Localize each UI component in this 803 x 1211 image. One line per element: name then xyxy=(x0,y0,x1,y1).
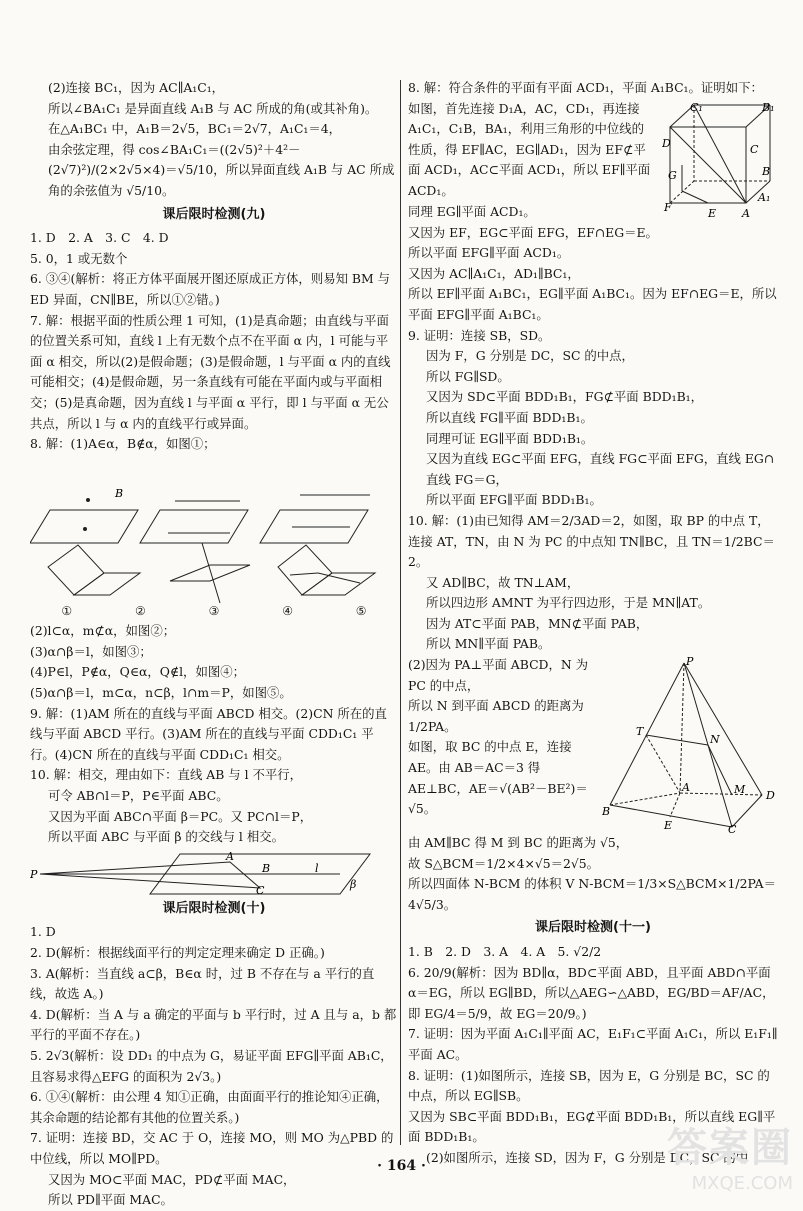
point-label: B₁ xyxy=(762,100,775,114)
hidden-edge xyxy=(680,793,762,795)
answer-line: 8. 解：(1)A∈α，B∉α，如图①； xyxy=(30,436,216,452)
answer-line: 又因为 MO⊂平面 MAC，PD⊄平面 MAC， xyxy=(48,1171,296,1187)
pyramid-edge xyxy=(610,663,684,805)
answer-line: 所以平面 EFG∥平面 BDD₁B₁。 xyxy=(426,492,602,508)
plane-shape xyxy=(30,510,138,543)
triangle-shape xyxy=(40,862,260,888)
hidden-edge xyxy=(670,793,680,817)
watermark-text: 答案圈 xyxy=(667,1125,793,1171)
point-label: E xyxy=(664,819,673,833)
answer-line: 由 AM∥BC 得 M 到 BC 的距离为 √5， xyxy=(408,835,629,851)
figure-number: ③ xyxy=(208,603,220,618)
point-dot xyxy=(84,527,87,530)
point-label: β xyxy=(350,877,357,891)
point-label: C xyxy=(750,142,759,156)
answer-line: 3. A(解析：当直线 a⊂β，B∈α 时，过 B 不存在与 a 平行的直线，故选 A。) xyxy=(30,965,375,1002)
plane-shape xyxy=(74,573,140,595)
line-shape xyxy=(202,543,220,603)
answer-line: 6. ①④(解析：由公理 4 知①正确，由面面平行的推论知④正确，其余命题的结论都有其他的位置关系。) xyxy=(30,1089,389,1125)
answer-line: 又 AD∥BC，故 TN⊥AM， xyxy=(426,574,580,590)
plane-shape xyxy=(170,565,250,581)
answer-line: 5. 0，1 或无数个 xyxy=(30,250,128,266)
section-title-10: 课后限时检测(十) xyxy=(162,900,266,916)
line-shape xyxy=(318,573,360,583)
answer-line: 1. B 2. D 3. A 4. A 5. √2/2 xyxy=(408,944,602,960)
answer-line: 如图，首先连接 D₁A，AC，CD₁，再连接 A₁C₁，C₁B，BA₁，利用三角形的中位线的性质，得 EF∥AC，EG∥AD₁，因为 EF⊄平面 ACD₁，AC⊂平面 ACD₁，所以 EF∥平面 ACD₁。 xyxy=(408,100,651,198)
point-label: F xyxy=(664,200,672,214)
point-label: P xyxy=(686,655,694,669)
point-label: T xyxy=(636,725,644,739)
answer-line: 所以四边形 AMNT 为平行四边形，于是 MN∥AT。 xyxy=(426,595,711,611)
plane-figures-diagram xyxy=(30,455,398,605)
point-dot xyxy=(87,498,90,501)
answer-line: 又因为直线 EG⊂平面 EFG，直线 FG⊂平面 EFG，直线 EG∩直线 FG＝G， xyxy=(426,451,775,487)
answer-line: 所以平面 EFG∥平面 ACD₁。 xyxy=(408,245,570,261)
answer-line: 因为 AT⊂平面 PAB，MN⊄平面 PAB， xyxy=(426,615,649,631)
answer-line: 2. D(解析：根据线面平行的判定定理来确定 D 正确。) xyxy=(30,945,325,960)
answer-line: 4. D(解析：当 A 与 a 确定的平面与 b 平行时，过 A 且与 a，b 都平行的平面不存在。) xyxy=(30,1006,397,1043)
plane-shape xyxy=(302,573,375,595)
point-label: l xyxy=(315,861,319,875)
answer-line: (5)α∩β＝l，m⊂α，n⊂β，l∩m＝P，如图⑤。 xyxy=(30,685,292,701)
page-number: · 164 · xyxy=(377,1158,426,1174)
answer-line: 所以平面 ABC 与平面 β 的交线与 l 相交。 xyxy=(48,829,284,845)
answer-line: 1. D xyxy=(30,924,56,940)
answer-line: (2)如图所示，连接 SD，因为 F，G 分别是 DC，SC 的中 xyxy=(426,1149,749,1165)
answer-line: 6. ③④(解析：将正方体平面展开图还原成正方体，则易知 BM 与 ED 异面，CN∥BE，所以①②错。) xyxy=(30,271,391,307)
line-shape xyxy=(290,573,318,575)
figure-number: ⑤ xyxy=(355,603,367,618)
answer-line: 所以直线 FG∥平面 BDD₁B₁。 xyxy=(426,409,593,425)
point-label: C xyxy=(728,823,737,834)
base-edge xyxy=(732,795,762,827)
point-label: D xyxy=(662,136,671,150)
answer-line: 6. 20/9(解析：因为 BD∥α，BD⊂平面 ABD，且平面 ABD∩平面 α＝EG，所以 EG∥BD，所以△AEG∽△ABD，EG/BD＝AF/AC，即 EG/4＝5/9，故 EG＝20/9。) xyxy=(408,964,775,1021)
answer-line: 如图，取 BC 的中点 E，连接 AE。由 AB＝AC＝3 得 AE⊥BC，AE＝√(AB²－BE²)＝√5。 xyxy=(408,739,588,817)
cube-diagram xyxy=(662,99,778,223)
point-label: G xyxy=(668,168,677,182)
figure-number-row xyxy=(30,601,398,622)
point-label: D xyxy=(766,789,775,803)
answer-line: 同理 EG∥平面 ACD₁。 xyxy=(408,203,536,219)
point-label: B xyxy=(262,861,271,875)
answer-line: 10. 解：(1)由已知得 AM＝2/3AD＝2，如图，取 BP 的中点 T，连接 AT，TN，由 N 为 PC 的中点知 TN∥BC，且 TN＝1/2BC＝2。 xyxy=(408,512,775,570)
hidden-edge xyxy=(610,793,680,805)
answer-line: (2)连接 BC₁，因为 AC∥A₁C₁， xyxy=(48,80,225,95)
answer-line: 所以 MN∥平面 PAB。 xyxy=(426,636,551,652)
left-column xyxy=(30,78,398,1211)
answer-line: 所以∠BA₁C₁ 是异面直线 A₁B 与 AC 所成的角(或其补角)。 xyxy=(48,100,378,116)
answer-line: 所以 FG∥SD。 xyxy=(426,368,510,384)
diagonal-line xyxy=(694,105,746,203)
answer-line: 同理可证 EG∥平面 BDD₁B₁。 xyxy=(426,430,594,446)
point-label: A xyxy=(682,781,690,795)
point-label: B xyxy=(762,164,771,178)
watermark-url: MXQE.COM xyxy=(691,1173,793,1194)
answer-line: 故 S△BCM＝1/2×4×√5＝2√5。 xyxy=(408,855,600,871)
answer-line: 因为 F，G 分别是 DC，SC 的中点， xyxy=(426,348,634,364)
answer-line: 所以 EF∥平面 A₁BC₁，EG∥平面 A₁BC₁。因为 EF∩EG＝E，所以平面 EFG∥平面 A₁BC₁。 xyxy=(408,286,777,322)
point-label: B xyxy=(602,805,611,819)
answer-line: 所以 PD∥平面 MAC。 xyxy=(48,1192,173,1208)
answer-line: 又因为 EF，EG⊂平面 EFG，EF∩EG＝E。 xyxy=(408,224,658,240)
answer-line: 9. 证明：连接 SB，SD。 xyxy=(408,327,551,343)
answer-line: 在△A₁BC₁ 中，A₁B＝2√5，BC₁＝2√7，A₁C₁＝4， xyxy=(48,121,342,137)
midline xyxy=(682,191,708,203)
point-label: P xyxy=(30,867,38,881)
column-divider xyxy=(400,80,401,1145)
intersection-figure xyxy=(30,848,398,896)
point-label: E xyxy=(708,206,717,220)
figure-number: ② xyxy=(135,603,146,618)
plane-shape xyxy=(140,510,248,543)
answer-line: (4)P∈l，P∉α，Q∈α，Q∉l，如图④； xyxy=(30,664,246,680)
segment xyxy=(646,735,708,745)
answer-line: 所以四面体 N-BCM 的体积 V N-BCM＝1/3×S△BCM×1/2PA＝4√5/3。 xyxy=(408,876,776,912)
plane-shape xyxy=(278,545,332,595)
answer-line: 7. 解：根据平面的性质公理 1 可知，(1)是真命题；由直线与平面的位置关系可知，直线 l 上有无数个点不在平面 α 内，l 可能与平面 α 相交，所以(2)是假命题；(3)是假命题，l 与平面 α 内的直线可能相交；(4)是假命题，另一条直线有可能在平面内或与平面相交；(5)是真命题，因为直线 l 与平面 α 平行，即 l 与平面 α 无公共点，所以 l 与 α 内的直线平行或异面。 xyxy=(30,312,391,431)
answer-line: (3)α∩β＝l，如图③； xyxy=(30,643,152,659)
answer-line: 所以 N 到平面 ABCD 的距离为 1/2PA。 xyxy=(408,698,584,734)
point-label: A xyxy=(226,849,234,863)
point-label: M xyxy=(734,783,746,797)
point-label: N xyxy=(710,733,720,747)
answer-line: 又因为 SD⊂平面 BDD₁B₁，FG⊄平面 BDD₁B₁， xyxy=(426,389,704,405)
answer-line: (2)因为 PA⊥平面 ABCD，N 为 PC 的中点， xyxy=(408,657,589,693)
answer-line: 由余弦定理，得 cos∠BA₁C₁＝((2√5)²＋4²－(2√7)²)/(2×2√5×4)＝√5/10，所以异面直线 A₁B 与 AC 所成角的余弦值为 √5/10。 xyxy=(48,141,395,198)
point-label: A xyxy=(742,206,750,220)
plane-shape xyxy=(48,545,104,595)
figure-number: ④ xyxy=(282,603,293,618)
pyramid-diagram xyxy=(602,655,778,833)
figure-number: ① xyxy=(61,603,73,618)
answer-line: 1. D 2. A 3. C 4. D xyxy=(30,230,169,246)
section-title-9: 课后限时检测(九) xyxy=(162,206,266,222)
answer-line: 7. 证明：连接 BD，交 AC 于 O，连接 MO，则 MO 为△PBD 的中位线，所以 MO∥PD。 xyxy=(30,1130,394,1166)
answer-line: 7. 证明：因为平面 A₁C₁∥平面 AC，E₁F₁⊂平面 A₁C₁，所以 E₁F₁∥平面 AC。 xyxy=(408,1026,778,1062)
watermark-logo xyxy=(667,1116,793,1194)
answer-line: 8. 证明：(1)如图所示，连接 SB，因为 E，G 分别是 BC，SC 的中点，所以 EG∥SB。 xyxy=(408,1067,770,1104)
answer-line: 又因为 AC∥A₁C₁，AD₁∥BC₁， xyxy=(408,265,580,281)
diagonal-line xyxy=(670,127,746,203)
hidden-edge xyxy=(646,735,680,793)
answer-line: 可令 AB∩l＝P，P∈平面 ABC。 xyxy=(48,788,229,804)
point-label: B xyxy=(115,486,124,500)
answer-line: 又因为平面 ABC∩平面 β＝PC。又 PC∩l＝P， xyxy=(48,808,313,824)
hidden-edge xyxy=(680,663,684,793)
right-column xyxy=(408,78,778,1169)
point-label: C xyxy=(256,883,265,896)
point-label: A₁ xyxy=(758,190,771,204)
answer-line: 又因为 SB⊂平面 BDD₁B₁，EG⊄平面 BDD₁B₁，所以直线 EG∥平面 BDD₁B₁。 xyxy=(408,1108,776,1145)
answer-line: 9. 解：(1)AM 所在的直线与平面 ABCD 相交。(2)CN 所在的直线与平面 ABCD 平行。(3)AM 所在的直线与平面 CDD₁C₁ 平行。(4)CN 所在的直线与平面 CDD₁C₁ 相交。 xyxy=(30,705,387,762)
section-title-11: 课后限时检测(十一) xyxy=(535,920,651,936)
answer-line: (2)l⊂α，m⊄α，如图②； xyxy=(30,623,176,639)
answer-line: 10. 解：相交，理由如下：直线 AB 与 l 不平行， xyxy=(30,767,303,783)
answer-line: 8. 解：符合条件的平面有平面 ACD₁，平面 A₁BC₁。证明如下： xyxy=(408,80,763,95)
point-label: C₁ xyxy=(690,100,703,114)
answer-line: 5. 2√3(解析：设 DD₁ 的中点为 G，易证平面 EFG∥平面 AB₁C，且容易求得△EFG 的面积为 2√3。) xyxy=(30,1047,393,1084)
